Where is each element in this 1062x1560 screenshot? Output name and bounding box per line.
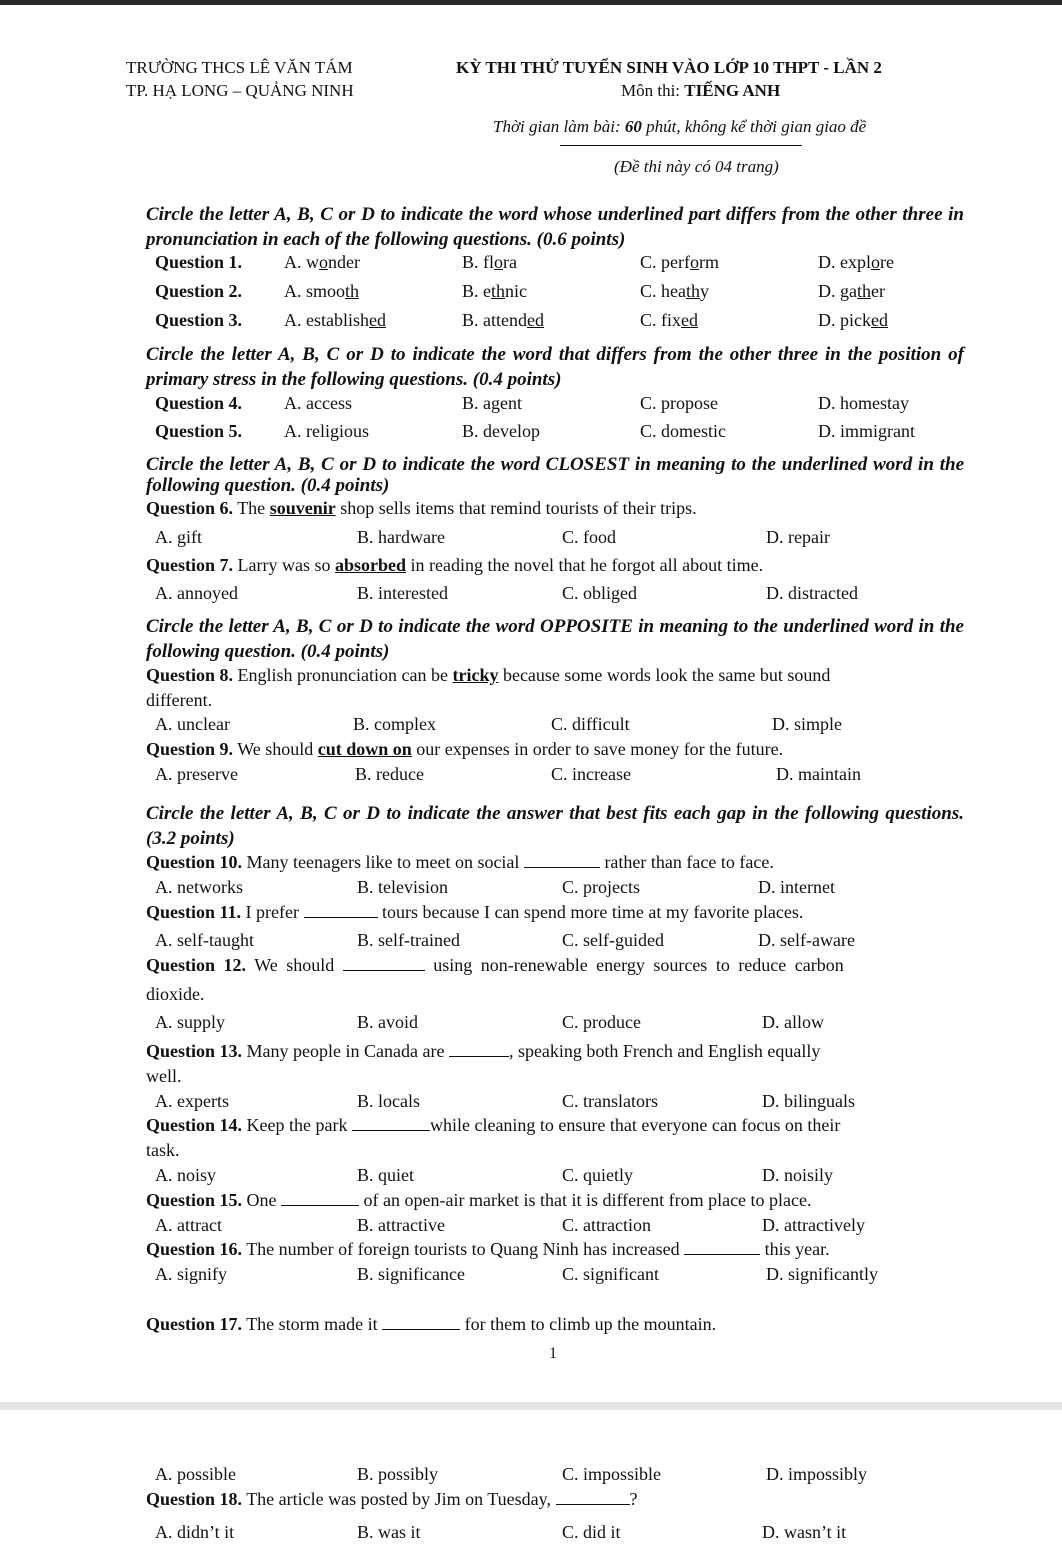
option-a: A. smooth — [284, 281, 360, 301]
question-stem: Question 8. English pronunciation can be tricky because some words look the same but sound — [146, 665, 831, 685]
option-c: C. perform — [640, 252, 719, 272]
school-location: TP. HẠ LONG – QUẢNG NINH — [126, 81, 354, 100]
option-b: B. was it — [357, 1522, 421, 1542]
option-c: C. produce — [562, 1012, 641, 1032]
question-stem: Question 7. Larry was so absorbed in reading the novel that he forgot all about time. — [146, 555, 764, 575]
option-d: D. noisily — [762, 1165, 834, 1185]
top-border — [0, 0, 1062, 5]
page-break — [0, 1402, 1062, 1410]
option-c: C. food — [562, 527, 616, 547]
option-a: A. supply — [155, 1012, 226, 1032]
question-label: Question 2. — [155, 281, 243, 301]
option-b: B. quiet — [357, 1165, 414, 1185]
option-d: D. homestay — [818, 393, 909, 413]
header-rule — [560, 145, 802, 146]
option-a: A. access — [284, 393, 352, 413]
question-stem: Question 14. Keep the park while cleaning to ensure that everyone can focus on their — [146, 1115, 841, 1135]
option-b: B. reduce — [355, 764, 424, 784]
answer-blank — [524, 853, 600, 868]
option-a: A. religious — [284, 421, 369, 441]
option-a: A. annoyed — [155, 583, 238, 603]
option-a: A. experts — [155, 1091, 229, 1111]
option-b: B. locals — [357, 1091, 420, 1111]
option-a: A. possible — [155, 1464, 236, 1484]
school-name: TRƯỜNG THCS LÊ VĂN TÁM — [126, 58, 353, 77]
option-c: C. difficult — [551, 714, 630, 734]
option-c: C. translators — [562, 1091, 658, 1111]
option-c: C. increase — [551, 764, 631, 784]
option-a: A. didn’t it — [155, 1522, 235, 1542]
option-b: B. interested — [357, 583, 448, 603]
question-stem-continued: dioxide. — [146, 984, 205, 1004]
option-d: D. allow — [762, 1012, 824, 1032]
answer-blank — [382, 1315, 460, 1330]
option-b: B. significance — [357, 1264, 465, 1284]
option-b: B. complex — [353, 714, 436, 734]
question-stem: Question 11. I prefer tours because I can spend more time at my favorite places. — [146, 902, 804, 922]
exam-title: KỲ THI THỬ TUYỂN SINH VÀO LỚP 10 THPT - LẦN 2 — [456, 58, 882, 77]
option-c: C. impossible — [562, 1464, 662, 1484]
option-d: D. explore — [818, 252, 894, 272]
question-stem-continued: well. — [146, 1066, 182, 1086]
section-instruction-pronunciation: Circle the letter A, B, C or D to indicate the word whose underlined part differs from the other three in pronunciation in each of the following questions. (0.6 points) — [146, 204, 964, 250]
option-b: B. avoid — [357, 1012, 418, 1032]
answer-blank — [281, 1191, 359, 1206]
option-a: A. unclear — [155, 714, 230, 734]
option-c: C. propose — [640, 393, 718, 413]
question-label: Question 1. — [155, 252, 243, 272]
section-instruction-opposite: Circle the letter A, B, C or D to indicate the word OPPOSITE in meaning to the underlined word in the following question. (0.4 points) — [146, 616, 964, 662]
answer-blank — [556, 1490, 630, 1505]
section-instruction-stress: Circle the letter A, B, C or D to indicate the word that differs from the other three in the position of primary stress in the following questions. (0.4 points) — [146, 344, 964, 390]
pages-note: (Đề thi này có 04 trang) — [614, 157, 779, 176]
option-d: D. gather — [818, 281, 885, 301]
question-stem: Question 9. We should cut down on our expenses in order to save money for the future. — [146, 739, 784, 759]
option-a: A. attract — [155, 1215, 222, 1235]
option-c: C. domestic — [640, 421, 726, 441]
option-d: D. distracted — [766, 583, 858, 603]
option-b: B. television — [357, 877, 448, 897]
question-label: Question 3. — [155, 310, 243, 330]
question-stem: Question 17. The storm made it for them to climb up the mountain. — [146, 1314, 717, 1334]
option-b: B. flora — [462, 252, 517, 272]
answer-blank — [343, 956, 425, 971]
answer-blank — [304, 903, 378, 918]
option-d: D. significantly — [766, 1264, 878, 1284]
option-a: A. noisy — [155, 1165, 217, 1185]
page-number: 1 — [549, 1345, 557, 1362]
question-stem: Question 10. Many teenagers like to meet on social rather than face to face. — [146, 852, 774, 872]
answer-blank — [684, 1240, 760, 1255]
option-d: D. bilinguals — [762, 1091, 855, 1111]
option-d: D. wasn’t it — [762, 1522, 847, 1542]
question-label: Question 4. — [155, 393, 243, 413]
option-a: A. preserve — [155, 764, 238, 784]
option-b: B. ethnic — [462, 281, 528, 301]
option-a: A. established — [284, 310, 386, 330]
option-a: A. self-taught — [155, 930, 254, 950]
section-instruction-gap-fill: Circle the letter A, B, C or D to indicate the answer that best fits each gap in the following questions. (3.2 points) — [146, 803, 964, 849]
option-d: D. internet — [758, 877, 835, 897]
option-a: A. wonder — [284, 252, 360, 272]
question-stem-continued: different. — [146, 690, 213, 710]
option-c: C. self-guided — [562, 930, 664, 950]
option-d: D. impossibly — [766, 1464, 868, 1484]
question-label: Question 5. — [155, 421, 243, 441]
answer-blank — [352, 1116, 430, 1131]
answer-blank — [449, 1042, 509, 1057]
option-c: C. attraction — [562, 1215, 651, 1235]
option-d: D. self-aware — [758, 930, 855, 950]
option-b: B. possibly — [357, 1464, 439, 1484]
option-a: A. signify — [155, 1264, 227, 1284]
option-d: D. immigrant — [818, 421, 915, 441]
question-stem: Question 16. The number of foreign tourists to Quang Ninh has increased this year. — [146, 1239, 830, 1259]
option-b: B. self-trained — [357, 930, 460, 950]
question-stem-continued: task. — [146, 1140, 180, 1160]
section-instruction-closest: Circle the letter A, B, C or D to indicate the word CLOSEST in meaning to the underlined word in the following question. (0.4 points) — [146, 454, 964, 496]
option-b: B. agent — [462, 393, 522, 413]
exam-time: Thời gian làm bài: 60 phút, không kể thời gian giao đề — [493, 117, 867, 136]
option-c: C. did it — [562, 1522, 621, 1542]
option-a: A. gift — [155, 527, 202, 547]
option-c: C. fixed — [640, 310, 699, 330]
option-c: C. significant — [562, 1264, 659, 1284]
option-b: B. attractive — [357, 1215, 445, 1235]
exam-subject: Môn thi: TIẾNG ANH — [621, 81, 781, 100]
option-d: D. simple — [772, 714, 842, 734]
option-b: B. hardware — [357, 527, 445, 547]
option-c: C. obliged — [562, 583, 637, 603]
question-stem: Question 13. Many people in Canada are , speaking both French and English equally — [146, 1041, 821, 1061]
question-stem: Question 12. We should using non-renewable energy sources to reduce carbon — [146, 955, 844, 975]
question-stem: Question 6. The souvenir shop sells items that remind tourists of their trips. — [146, 498, 697, 518]
question-stem: Question 18. The article was posted by Jim on Tuesday, ? — [146, 1489, 638, 1509]
option-b: B. develop — [462, 421, 540, 441]
question-stem: Question 15. One of an open-air market is that it is different from place to place. — [146, 1190, 812, 1210]
option-c: C. projects — [562, 877, 640, 897]
option-d: D. repair — [766, 527, 830, 547]
option-c: C. quietly — [562, 1165, 633, 1185]
option-c: C. heathy — [640, 281, 709, 301]
option-b: B. attended — [462, 310, 544, 330]
option-d: D. picked — [818, 310, 888, 330]
option-d: D. maintain — [776, 764, 861, 784]
option-a: A. networks — [155, 877, 243, 897]
option-d: D. attractively — [762, 1215, 865, 1235]
